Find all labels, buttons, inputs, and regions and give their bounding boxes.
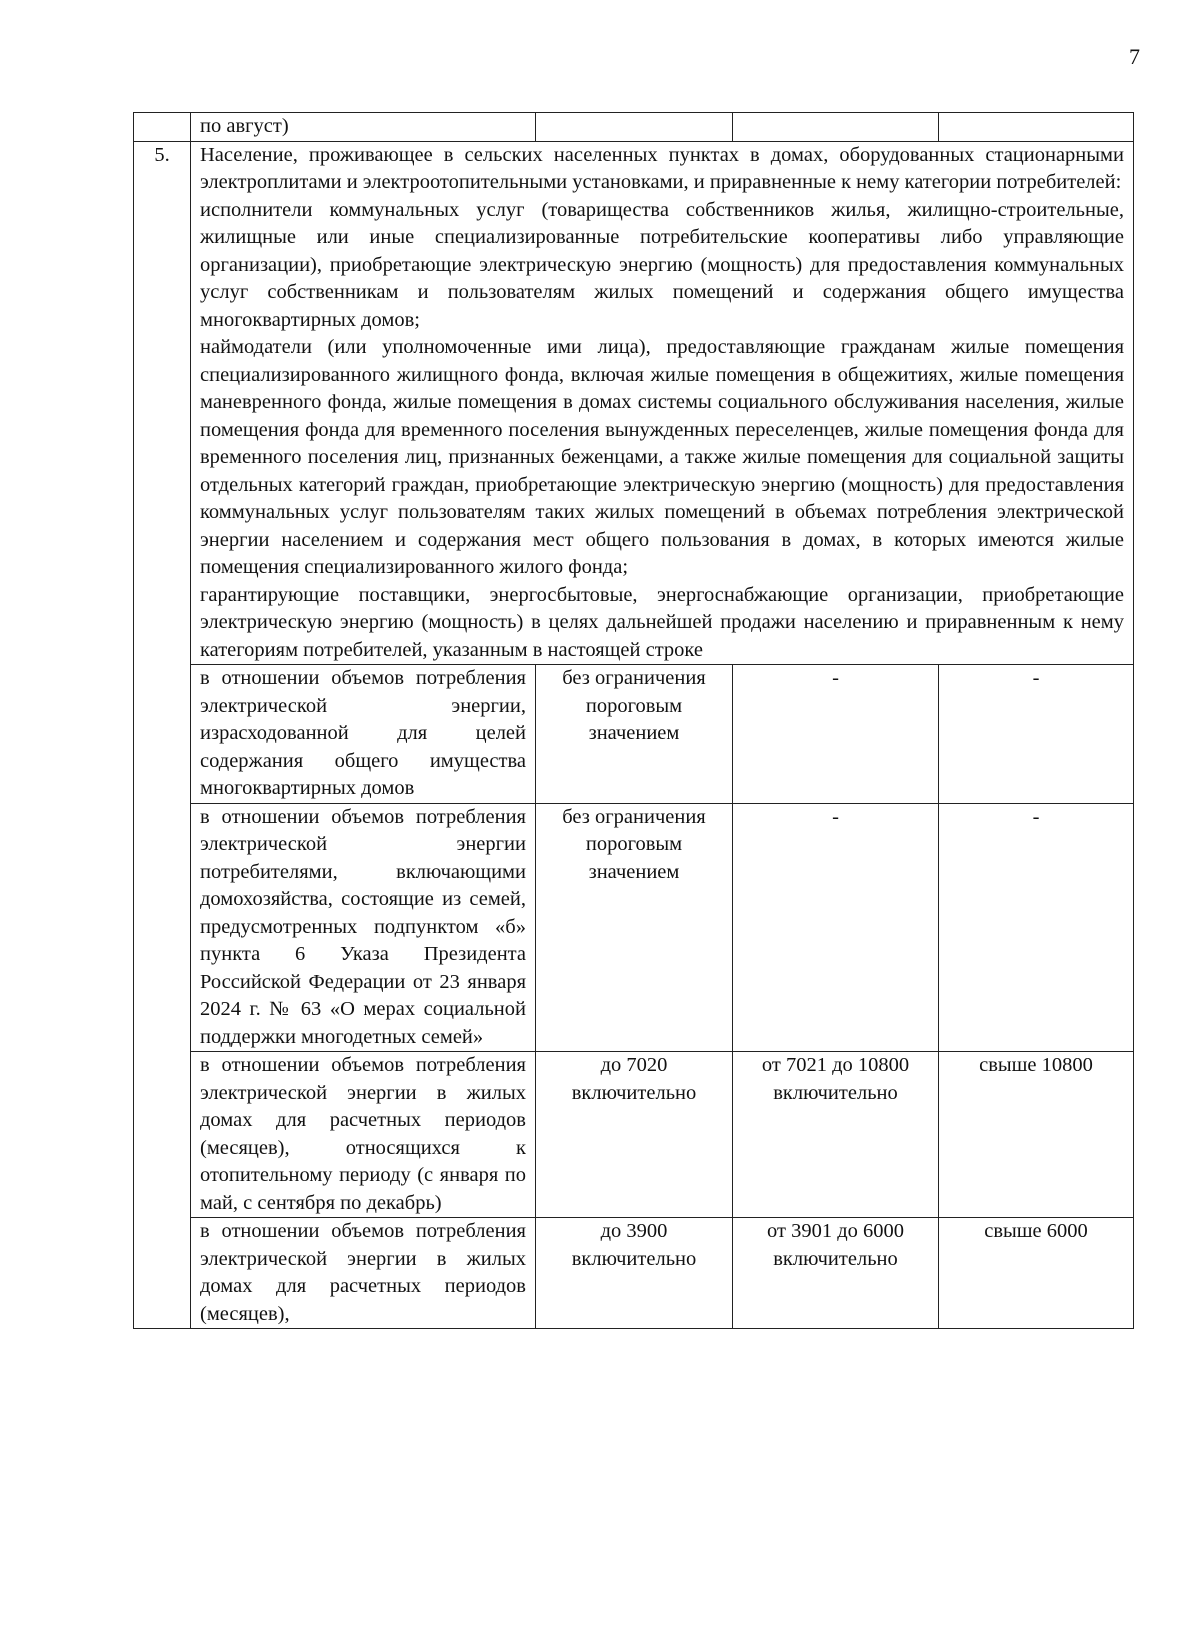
value-cell: без ограничения пороговым значением bbox=[536, 803, 733, 1052]
value-cell: до 3900 включительно bbox=[536, 1218, 733, 1329]
description-cell: по август) bbox=[191, 113, 536, 142]
row-number-cell bbox=[134, 113, 191, 142]
table-row bbox=[134, 1052, 1134, 1218]
table-row bbox=[134, 141, 1134, 665]
table-row bbox=[134, 1218, 1134, 1329]
value-cell: свыше 10800 bbox=[939, 1052, 1134, 1218]
description-cell: в отношении объемов потребления электрической энергии в жилых домах для расчетных периодов (месяцев), относящихся к отопительному периоду (с января по май, с сентября по декабрь) bbox=[191, 1052, 536, 1218]
value-cell: до 7020 включительно bbox=[536, 1052, 733, 1218]
value-cell: - bbox=[939, 803, 1134, 1052]
value-cell: от 7021 до 10800 включительно bbox=[733, 1052, 939, 1218]
value-cell: от 3901 до 6000 включительно bbox=[733, 1218, 939, 1329]
description-cell: в отношении объемов потребления электрической энергии в жилых домах для расчетных периодов (месяцев), bbox=[191, 1218, 536, 1329]
row-number-cell: 5. bbox=[134, 141, 191, 1329]
value-cell bbox=[939, 113, 1134, 142]
heading-paragraph: Население, проживающее в сельских населенных пунктах в домах, оборудованных стационарными электроплитами и электроотопительными установками, и приравненные к нему категории потребителей: bbox=[200, 143, 1124, 193]
table-row bbox=[134, 665, 1134, 804]
heading-paragraph: наймодатели (или уполномоченные ими лица), предоставляющие гражданам жилые помещения специализированного жилищного фонда, включая жилые помещения в общежитиях, жилые помещения маневренного фонда, жилые помещения в домах системы социального обслуживания населения, жилые помещения фонда для временного поселения вынужденных переселенцев, жилые помещения фонда для временного поселения лиц, признанных беженцами, а также жилые помещения для социальной защиты отдельных категорий граждан, приобретающие электрическую энергию (мощность) для предоставления коммунальных услуг пользователям таких жилых помещений в объемах потребления электрической энергии населением и содержания мест общего пользования в домах, в которых имеются жилые помещения специализированного жилого фонда; bbox=[200, 336, 1124, 578]
value-cell: - bbox=[733, 665, 939, 804]
value-cell: без ограничения пороговым значением bbox=[536, 665, 733, 804]
value-cell: - bbox=[939, 665, 1134, 804]
table-row bbox=[134, 803, 1134, 1052]
value-cell: свыше 6000 bbox=[939, 1218, 1134, 1329]
page-number: 7 bbox=[1129, 44, 1140, 69]
heading-paragraph: гарантирующие поставщики, энергосбытовые, энергоснабжающие организации, приобретающие электрическую энергию (мощность) в целях дальнейшей продажи населению и приравненным к нему категориям потребителей, указанным в настоящей строке bbox=[200, 583, 1124, 661]
table-row bbox=[134, 113, 1134, 142]
description-cell: в отношении объемов потребления электрической энергии, израсходованной для целей содержания общего имущества многоквартирных домов bbox=[191, 665, 536, 804]
heading-paragraph: исполнители коммунальных услуг (товарищества собственников жилья, жилищно-строительные, жилищные или иные специализированные потребительские кооперативы либо управляющие организации), приобретающие электрическую энергию (мощность) для предоставления коммунальных услуг собственникам и пользователям жилых помещений и содержания общего имущества многоквартирных домов; bbox=[200, 198, 1124, 331]
heading-cell bbox=[191, 141, 1134, 665]
value-cell bbox=[733, 113, 939, 142]
tariff-table bbox=[133, 112, 1134, 1329]
value-cell bbox=[536, 113, 733, 142]
value-cell: - bbox=[733, 803, 939, 1052]
description-cell: в отношении объемов потребления электрической энергии потребителями, включающими домохозяйства, состоящие из семей, предусмотренных подпунктом «б» пункта 6 Указа Президента Российской Федерации от 23 января 2024 г. № 63 «О мерах социальной поддержки многодетных семей» bbox=[191, 803, 536, 1052]
